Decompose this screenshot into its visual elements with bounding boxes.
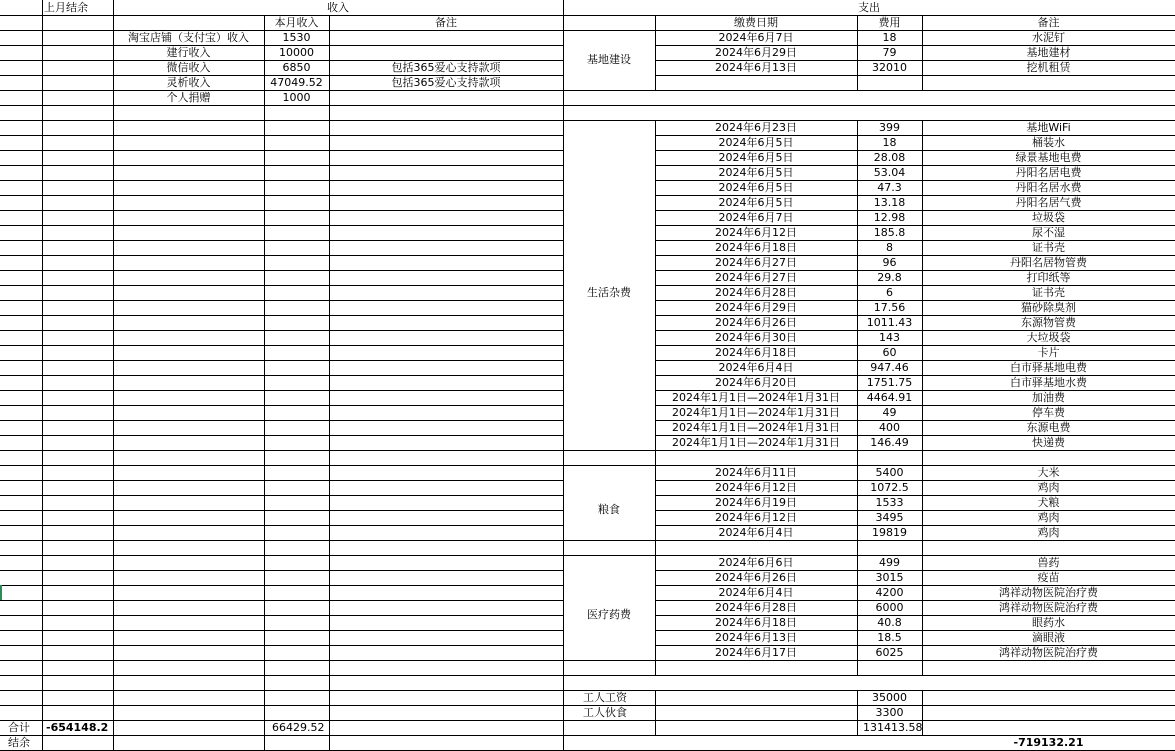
income-source-cell[interactable]: 微信收入 [166, 61, 211, 74]
expense-fee-cell[interactable]: 399 [879, 121, 900, 134]
expense-fee-cell[interactable]: 12.98 [873, 211, 906, 224]
grid-line [857, 720, 858, 735]
worker-expense-label[interactable]: 工人伙食 [583, 706, 627, 719]
expense-date-cell[interactable]: 2024年6月28日 [715, 286, 797, 299]
grid-line [0, 225, 563, 226]
expense-date-cell[interactable]: 2024年6月4日 [718, 361, 794, 374]
expense-date-cell[interactable]: 2024年6月5日 [718, 166, 794, 179]
expense-fee-cell[interactable]: 499 [879, 556, 900, 569]
grid-line [0, 525, 563, 526]
expense-note-cell[interactable]: 鸡肉 [1037, 526, 1060, 539]
grid-line [0, 690, 563, 691]
expense-note-cell[interactable]: 白市驿基地水费 [1010, 376, 1087, 389]
pay-date-header[interactable]: 缴费日期 [734, 16, 778, 29]
grid-line [0, 150, 563, 151]
expense-note-cell[interactable]: 兽药 [1037, 556, 1060, 569]
grid-line [0, 180, 563, 181]
expense-note-cell[interactable]: 丹阳名居水费 [1015, 181, 1082, 194]
expense-date-cell[interactable]: 2024年1月1日—2024年1月31日 [672, 421, 840, 434]
grid-line [0, 555, 563, 556]
expense-note-cell[interactable]: 垃圾袋 [1032, 211, 1065, 224]
expense-fee-cell[interactable]: 4200 [875, 586, 904, 599]
expense-fee-cell[interactable]: 3495 [875, 511, 904, 524]
total-label[interactable]: 合计 [8, 721, 30, 734]
expense-fee-cell[interactable]: 13.18 [873, 196, 906, 209]
expense-note-cell[interactable]: 证书壳 [1032, 286, 1065, 299]
expense-note-cell[interactable]: 猫砂除臭剂 [1021, 301, 1076, 314]
expense-date-cell[interactable]: 2024年6月27日 [715, 271, 797, 284]
expense-fee-cell[interactable]: 5400 [875, 466, 904, 479]
expense-fee-cell[interactable]: 1751.75 [866, 376, 913, 389]
expense-date-cell[interactable]: 2024年6月30日 [715, 331, 797, 344]
expense-date-cell[interactable]: 2024年6月18日 [715, 616, 797, 629]
expense-date-cell[interactable]: 2024年6月19日 [715, 496, 797, 509]
expense-fee-cell[interactable]: 32010 [872, 61, 907, 74]
balance-label[interactable]: 结余 [8, 736, 30, 749]
expense-note-cell[interactable]: 大米 [1037, 466, 1060, 479]
expense-date-cell[interactable]: 2024年6月17日 [715, 646, 797, 659]
grid-line [0, 660, 563, 661]
income-note-header[interactable]: 备注 [435, 16, 457, 29]
expense-fee-cell[interactable]: 79 [882, 46, 897, 59]
expense-fee-cell[interactable]: 4464.91 [866, 391, 913, 404]
expense-note-cell[interactable]: 停车费 [1032, 406, 1065, 419]
expense-date-cell[interactable]: 2024年6月5日 [718, 151, 794, 164]
grid-line [0, 480, 563, 481]
income-header[interactable]: 收入 [327, 1, 349, 14]
grid-line [42, 0, 43, 750]
expense-note-cell[interactable]: 眼药水 [1032, 616, 1065, 629]
expense-date-cell[interactable]: 2024年1月1日—2024年1月31日 [672, 436, 840, 449]
grid-line [0, 405, 563, 406]
income-source-cell[interactable]: 建行收入 [166, 46, 211, 59]
expense-note-cell[interactable]: 大垃圾袋 [1026, 331, 1071, 344]
grid-line [0, 435, 563, 436]
grid-line [0, 675, 563, 676]
expense-fee-cell[interactable]: 29.8 [877, 271, 902, 284]
expense-date-cell[interactable]: 2024年6月20日 [715, 376, 797, 389]
expense-date-cell[interactable]: 2024年6月5日 [718, 181, 794, 194]
expense-note-cell[interactable]: 白市驿基地电费 [1010, 361, 1087, 374]
grid-line [0, 390, 563, 391]
expense-date-cell[interactable]: 2024年6月18日 [715, 241, 797, 254]
expense-fee-cell[interactable]: 17.56 [873, 301, 906, 314]
grid-line [0, 450, 563, 451]
expense-note-cell[interactable]: 水泥钉 [1032, 31, 1065, 44]
grid-line [0, 165, 563, 166]
expense-note-cell[interactable]: 快递费 [1032, 436, 1065, 449]
last-month-balance-header[interactable]: 上月结余 [44, 1, 88, 14]
expense-note-cell[interactable]: 滴眼液 [1032, 631, 1065, 644]
grid-line [922, 705, 923, 720]
grid-line [0, 360, 563, 361]
expense-note-cell[interactable]: 鸿祥动物医院治疗费 [999, 646, 1098, 659]
expense-date-cell[interactable]: 2024年6月4日 [718, 586, 794, 599]
grid-line [0, 330, 563, 331]
expense-fee-cell[interactable]: 53.04 [873, 166, 906, 179]
expense-date-cell[interactable]: 2024年6月7日 [718, 31, 794, 44]
grid-line [0, 600, 563, 601]
expense-fee-cell[interactable]: 49 [882, 406, 897, 419]
expense-fee-cell[interactable]: 28.08 [873, 151, 906, 164]
row-selection-marker [0, 585, 2, 600]
expense-date-cell[interactable]: 2024年6月6日 [718, 556, 794, 569]
expense-note-cell[interactable]: 尿不湿 [1032, 226, 1065, 239]
expense-note-cell[interactable]: 基地WiFi [1026, 121, 1071, 134]
expense-note-cell[interactable]: 东源电费 [1026, 421, 1071, 434]
expense-date-cell[interactable]: 2024年6月29日 [715, 301, 797, 314]
expense-fee-cell[interactable]: 40.8 [877, 616, 902, 629]
grid-line [0, 105, 563, 106]
grid-line [0, 210, 563, 211]
grid-line [563, 90, 1175, 91]
expense-date-cell[interactable]: 2024年6月29日 [715, 46, 797, 59]
expense-fee-cell[interactable]: 6025 [875, 646, 904, 659]
expense-note-cell[interactable]: 鸡肉 [1037, 511, 1060, 524]
expense-date-cell[interactable]: 2024年6月26日 [715, 316, 797, 329]
grid-line [0, 735, 563, 736]
expense-note-header[interactable]: 备注 [1037, 16, 1060, 29]
expense-note-cell[interactable]: 打印纸等 [1026, 271, 1071, 284]
expense-note-cell[interactable]: 丹阳名居电费 [1015, 166, 1082, 179]
expense-note-cell[interactable]: 挖机租赁 [1026, 61, 1071, 74]
month-income-header[interactable]: 本月收入 [274, 16, 319, 29]
expense-note-cell[interactable]: 基地建材 [1026, 46, 1071, 59]
expense-fee-cell[interactable]: 60 [882, 346, 897, 359]
expense-fee-cell[interactable]: 19819 [872, 526, 907, 539]
balance-value[interactable]: -719132.21 [1013, 736, 1084, 749]
income-note-cell[interactable]: 包括365爱心支持款项 [391, 61, 501, 74]
income-amount-cell[interactable]: 1000 [282, 91, 311, 104]
expense-date-cell[interactable]: 2024年6月5日 [718, 136, 794, 149]
grid-line [563, 105, 1175, 106]
expense-fee-cell[interactable]: 18.5 [877, 631, 902, 644]
expense-category-cell[interactable]: 生活杂费 [587, 286, 631, 299]
grid-line [329, 15, 330, 750]
last-month-balance-value[interactable]: -654148.2 [46, 721, 109, 734]
expense-fee-cell[interactable]: 146.49 [870, 436, 909, 449]
expense-note-cell[interactable]: 东源物管费 [1021, 316, 1076, 329]
grid-line [0, 375, 563, 376]
grid-line [0, 195, 563, 196]
grid-line [0, 120, 563, 121]
expense-note-cell[interactable]: 疫苗 [1037, 571, 1060, 584]
grid-line [655, 720, 656, 735]
expense-date-cell[interactable]: 2024年1月1日—2024年1月31日 [672, 391, 840, 404]
income-note-cell[interactable]: 包括365爱心支持款项 [391, 76, 501, 89]
grid-line [0, 645, 563, 646]
expense-note-cell[interactable]: 绿景基地电费 [1015, 151, 1082, 164]
grid-line [0, 270, 563, 271]
expense-date-cell[interactable]: 2024年6月28日 [715, 601, 797, 614]
expense-fee-cell[interactable]: 18 [882, 136, 897, 149]
expense-date-cell[interactable]: 2024年6月12日 [715, 226, 797, 239]
grid-line [922, 690, 923, 705]
expense-fee-cell[interactable]: 947.46 [870, 361, 909, 374]
income-source-cell[interactable]: 个人捐赠 [166, 91, 211, 104]
grid-line [655, 75, 1175, 76]
grid-line [655, 705, 656, 720]
expense-date-cell[interactable]: 2024年6月12日 [715, 481, 797, 494]
expense-note-cell[interactable]: 犬粮 [1037, 496, 1060, 509]
expense-date-cell[interactable]: 2024年6月23日 [715, 121, 797, 134]
expense-date-cell[interactable]: 2024年6月5日 [718, 196, 794, 209]
expense-note-cell[interactable]: 丹阳名居气费 [1015, 196, 1082, 209]
expense-fee-cell[interactable]: 96 [882, 256, 897, 269]
expense-fee-cell[interactable]: 185.8 [873, 226, 906, 239]
grid-line [0, 510, 563, 511]
expense-fee-cell[interactable]: 143 [879, 331, 900, 344]
expense-fee-cell[interactable]: 3015 [875, 571, 904, 584]
grid-line [655, 690, 656, 705]
expense-note-cell[interactable]: 鸿祥动物医院治疗费 [999, 586, 1098, 599]
expense-header[interactable]: 支出 [858, 1, 880, 14]
grid-line [0, 570, 563, 571]
grid-line [0, 240, 563, 241]
expense-note-cell[interactable]: 丹阳名居物管费 [1010, 256, 1087, 269]
expense-date-cell[interactable]: 2024年6月13日 [715, 61, 797, 74]
expense-category-cell[interactable]: 医疗药费 [587, 608, 631, 621]
grid-line [0, 615, 563, 616]
expense-note-cell[interactable]: 鸡肉 [1037, 481, 1060, 494]
income-source-cell[interactable]: 灵析收入 [166, 76, 211, 89]
grid-line [0, 705, 563, 706]
income-amount-cell[interactable]: 6850 [282, 61, 311, 74]
expense-date-cell[interactable]: 2024年1月1日—2024年1月31日 [672, 406, 840, 419]
expense-fee-cell[interactable]: 1533 [875, 496, 904, 509]
expense-category-cell[interactable]: 基地建设 [587, 53, 631, 66]
expense-note-cell[interactable]: 鸿祥动物医院治疗费 [999, 601, 1098, 614]
expense-fee-cell[interactable]: 47.3 [877, 181, 902, 194]
income-amount-cell[interactable]: 1530 [282, 31, 311, 44]
grid-line [0, 300, 563, 301]
grid-line [0, 495, 563, 496]
grid-line [0, 420, 563, 421]
expense-note-cell[interactable]: 加油费 [1032, 391, 1065, 404]
income-amount-cell[interactable]: 47049.52 [270, 76, 323, 89]
expense-fee-cell[interactable]: 18 [882, 31, 897, 44]
expense-fee-cell[interactable]: 400 [879, 421, 900, 434]
grid-line [0, 255, 563, 256]
expense-fee-cell[interactable]: 6 [886, 286, 893, 299]
grid-line [563, 675, 1175, 676]
expense-date-cell[interactable]: 2024年6月18日 [715, 346, 797, 359]
worker-expense-label[interactable]: 工人工资 [583, 691, 627, 704]
expense-note-cell[interactable]: 桶装水 [1032, 136, 1065, 149]
expense-date-cell[interactable]: 2024年6月27日 [715, 256, 797, 269]
expense-total-value[interactable]: 131413.58 [863, 721, 923, 734]
grid-line [0, 285, 563, 286]
grid-line [0, 315, 563, 316]
expense-date-cell[interactable]: 2024年6月26日 [715, 571, 797, 584]
expense-date-cell[interactable]: 2024年6月13日 [715, 631, 797, 644]
expense-fee-cell[interactable]: 6000 [875, 601, 904, 614]
worker-expense-fee[interactable]: 3300 [875, 706, 904, 719]
expense-fee-cell[interactable]: 1011.43 [866, 316, 913, 329]
worker-expense-fee[interactable]: 35000 [872, 691, 907, 704]
income-amount-cell[interactable]: 10000 [279, 46, 314, 59]
expense-category-cell[interactable]: 粮食 [598, 503, 620, 516]
expense-date-cell[interactable]: 2024年6月12日 [715, 511, 797, 524]
expense-note-cell[interactable]: 卡片 [1037, 346, 1060, 359]
income-source-cell[interactable]: 淘宝店铺（支付宝）收入 [128, 31, 249, 44]
expense-date-cell[interactable]: 2024年6月4日 [718, 526, 794, 539]
grid-line [264, 15, 265, 750]
expense-fee-cell[interactable]: 8 [886, 241, 893, 254]
expense-note-cell[interactable]: 证书壳 [1032, 241, 1065, 254]
grid-line [0, 585, 563, 586]
fee-header[interactable]: 费用 [878, 16, 901, 29]
grid-line [0, 630, 563, 631]
grid-line [0, 540, 563, 541]
grid-line [0, 135, 563, 136]
grid-line [0, 465, 563, 466]
expense-fee-cell[interactable]: 1072.5 [870, 481, 909, 494]
grid-line [113, 0, 114, 750]
expense-date-cell[interactable]: 2024年6月11日 [715, 466, 797, 479]
income-total-value[interactable]: 66429.52 [272, 721, 325, 734]
expense-date-cell[interactable]: 2024年6月7日 [718, 211, 794, 224]
grid-line [0, 345, 563, 346]
